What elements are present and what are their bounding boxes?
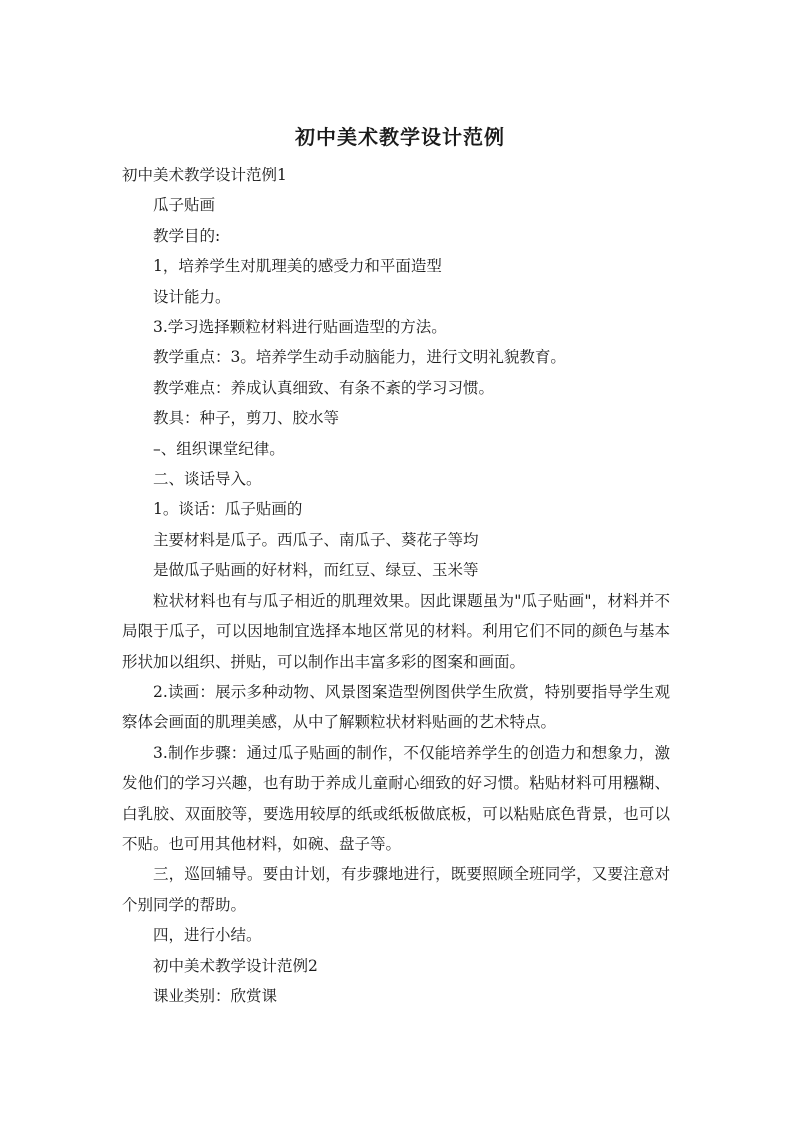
paragraph-difficulties: 教学难点：养成认真细致、有条不紊的学习习惯。 — [153, 378, 495, 397]
paragraph-objective-1-cont: 设计能力。 — [153, 287, 231, 306]
section-heading-1: 初中美术教学设计范例1 — [122, 166, 287, 184]
paragraph-step-1: –、组织课堂纪律。 — [153, 439, 285, 458]
paragraph-step-3: 三，巡回辅导。要由计划，有步骤地进行，既要照顾全班同学，又要注意对个别同学的帮助。 — [122, 865, 670, 914]
paragraph-reading: 2.读画：展示多种动物、风景图案造型例图供学生欣赏，特别要指导学生观察体会画面的肌理美感，从中了解颗粒状材料贴画的艺术特点。 — [122, 682, 670, 732]
lesson-title: 瓜子贴画 — [153, 196, 216, 215]
paragraph-key-points: 教学重点：3。培养学生动手动脑能力，进行文明礼貌教育。 — [153, 348, 566, 367]
document-body — [122, 160, 670, 1011]
paragraph-course-type: 课业类别：欣赏课 — [153, 986, 278, 1005]
document-title: 初中美术教学设计范例 — [295, 125, 505, 149]
paragraph-making-steps: 3.制作步骤：通过瓜子贴画的制作，不仅能培养学生的创造力和想象力，激发他们的学习兴趣，也有助于养成儿童耐心细致的好习惯。粘贴材料可用糨糊、白乳胶、双面胶等，要选用较厚的纸或纸板做底板，可以粘贴底色背景，也可以不贴。也可用其他材料，如碗、盘子等。 — [122, 743, 670, 853]
paragraph-step-2: 二、谈话导入。 — [153, 470, 262, 489]
paragraph-teaching-aids: 教具：种子，剪刀、胶水等 — [153, 409, 340, 428]
paragraph-objective-1: 1，培养学生对肌理美的感受力和平面造型 — [153, 257, 442, 276]
paragraph-objective-3: 3.学习选择颗粒材料进行贴画造型的方法。 — [153, 318, 447, 337]
paragraph-step-4: 四，进行小结。 — [153, 926, 262, 945]
paragraph-objectives-label: 教学目的: — [153, 226, 221, 245]
paragraph-materials-3: 粒状材料也有与瓜子相近的肌理效果。因此课题虽为"瓜子贴画"，材料并不局限于瓜子，可以因地制宜选择本地区常见的材料。利用它们不同的颜色与基本形状加以组织、拼贴，可以制作出丰富多彩的图案和画面。 — [122, 591, 670, 671]
paragraph-materials-2: 是做瓜子贴画的好材料，而红豆、绿豆、玉米等 — [153, 561, 479, 580]
section-heading-2: 初中美术教学设计范例2 — [153, 956, 318, 975]
paragraph-talk: 1。谈话：瓜子贴画的 — [153, 500, 303, 519]
paragraph-materials-1: 主要材料是瓜子。西瓜子、南瓜子、葵花子等均 — [153, 530, 479, 549]
